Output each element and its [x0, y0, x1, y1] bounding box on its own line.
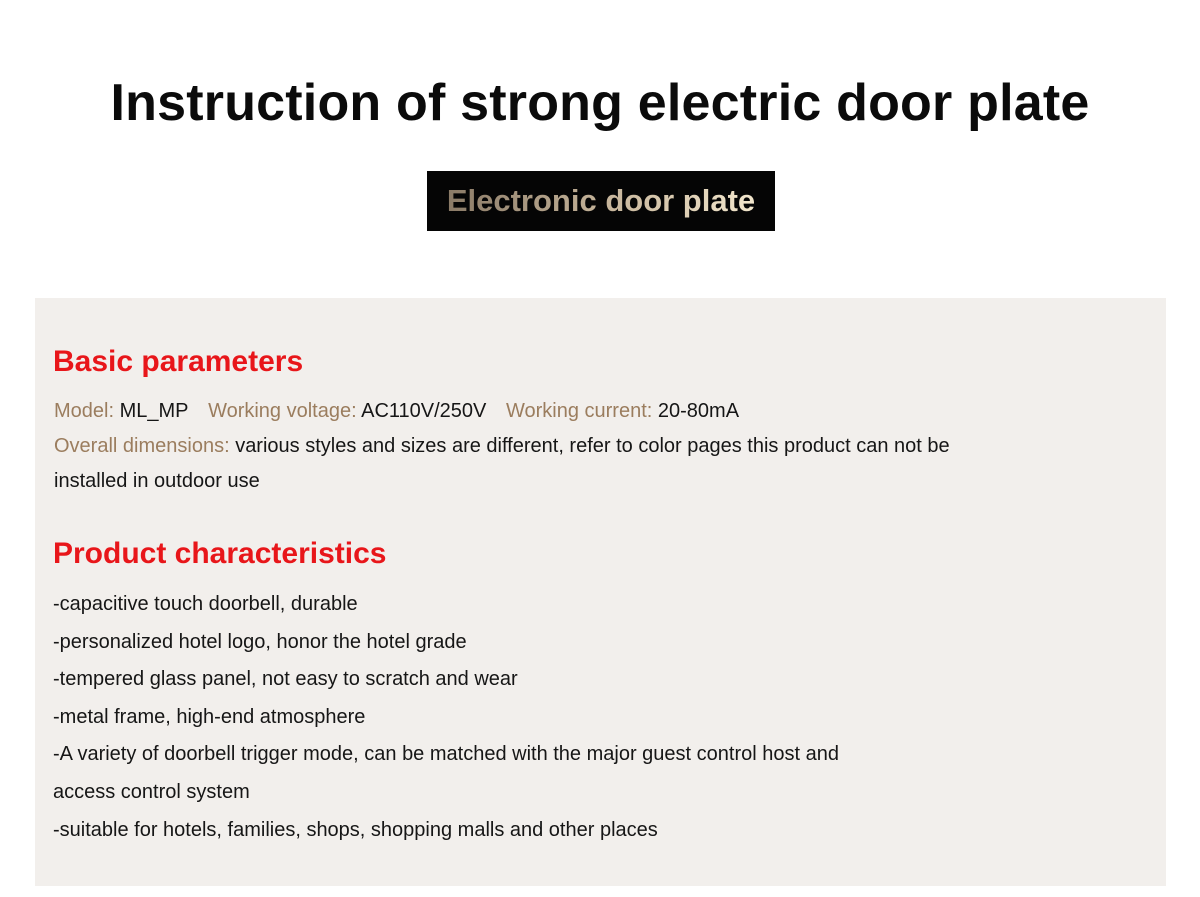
dimensions-value-continued: installed in outdoor use [54, 470, 260, 492]
list-item: -capacitive touch doorbell, durable [53, 593, 358, 615]
page-title: Instruction of strong electric door plate [110, 74, 1090, 132]
params-line-3 [54, 464, 1114, 499]
subtitle-text: Electronic door plate [446, 183, 756, 218]
characteristics-list [53, 586, 1133, 849]
voltage-label: Working voltage: [208, 400, 357, 422]
basic-parameters-heading: Basic parameters [53, 345, 304, 378]
current-value: 20-80mA [657, 400, 740, 422]
info-panel [35, 298, 1166, 886]
current-label: Working current: [505, 400, 653, 422]
list-item: -metal frame, high-end atmosphere [53, 705, 366, 728]
params-line-2 [54, 429, 1114, 464]
model-value: ML_MP [119, 400, 189, 422]
list-item: -A variety of doorbell trigger mode, can be matched with the major guest control host and [53, 743, 839, 766]
voltage-value: AC110V/250V [361, 400, 487, 422]
list-item: -suitable for hotels, families, shops, shopping malls and other places [53, 818, 658, 841]
list-item: access control system [53, 780, 250, 803]
basic-parameters-text [54, 394, 1114, 499]
dimensions-value: various styles and sizes are different, refer to color pages this product can not be [235, 435, 950, 457]
model-label: Model: [54, 400, 115, 422]
dimensions-label: Overall dimensions: [54, 435, 230, 457]
subtitle-badge [427, 171, 775, 231]
list-item: -tempered glass panel, not easy to scratch and wear [53, 668, 518, 691]
product-characteristics-heading: Product characteristics [53, 537, 387, 570]
params-line-1 [54, 394, 1114, 429]
list-item: -personalized hotel logo, honor the hotel grade [53, 630, 467, 653]
